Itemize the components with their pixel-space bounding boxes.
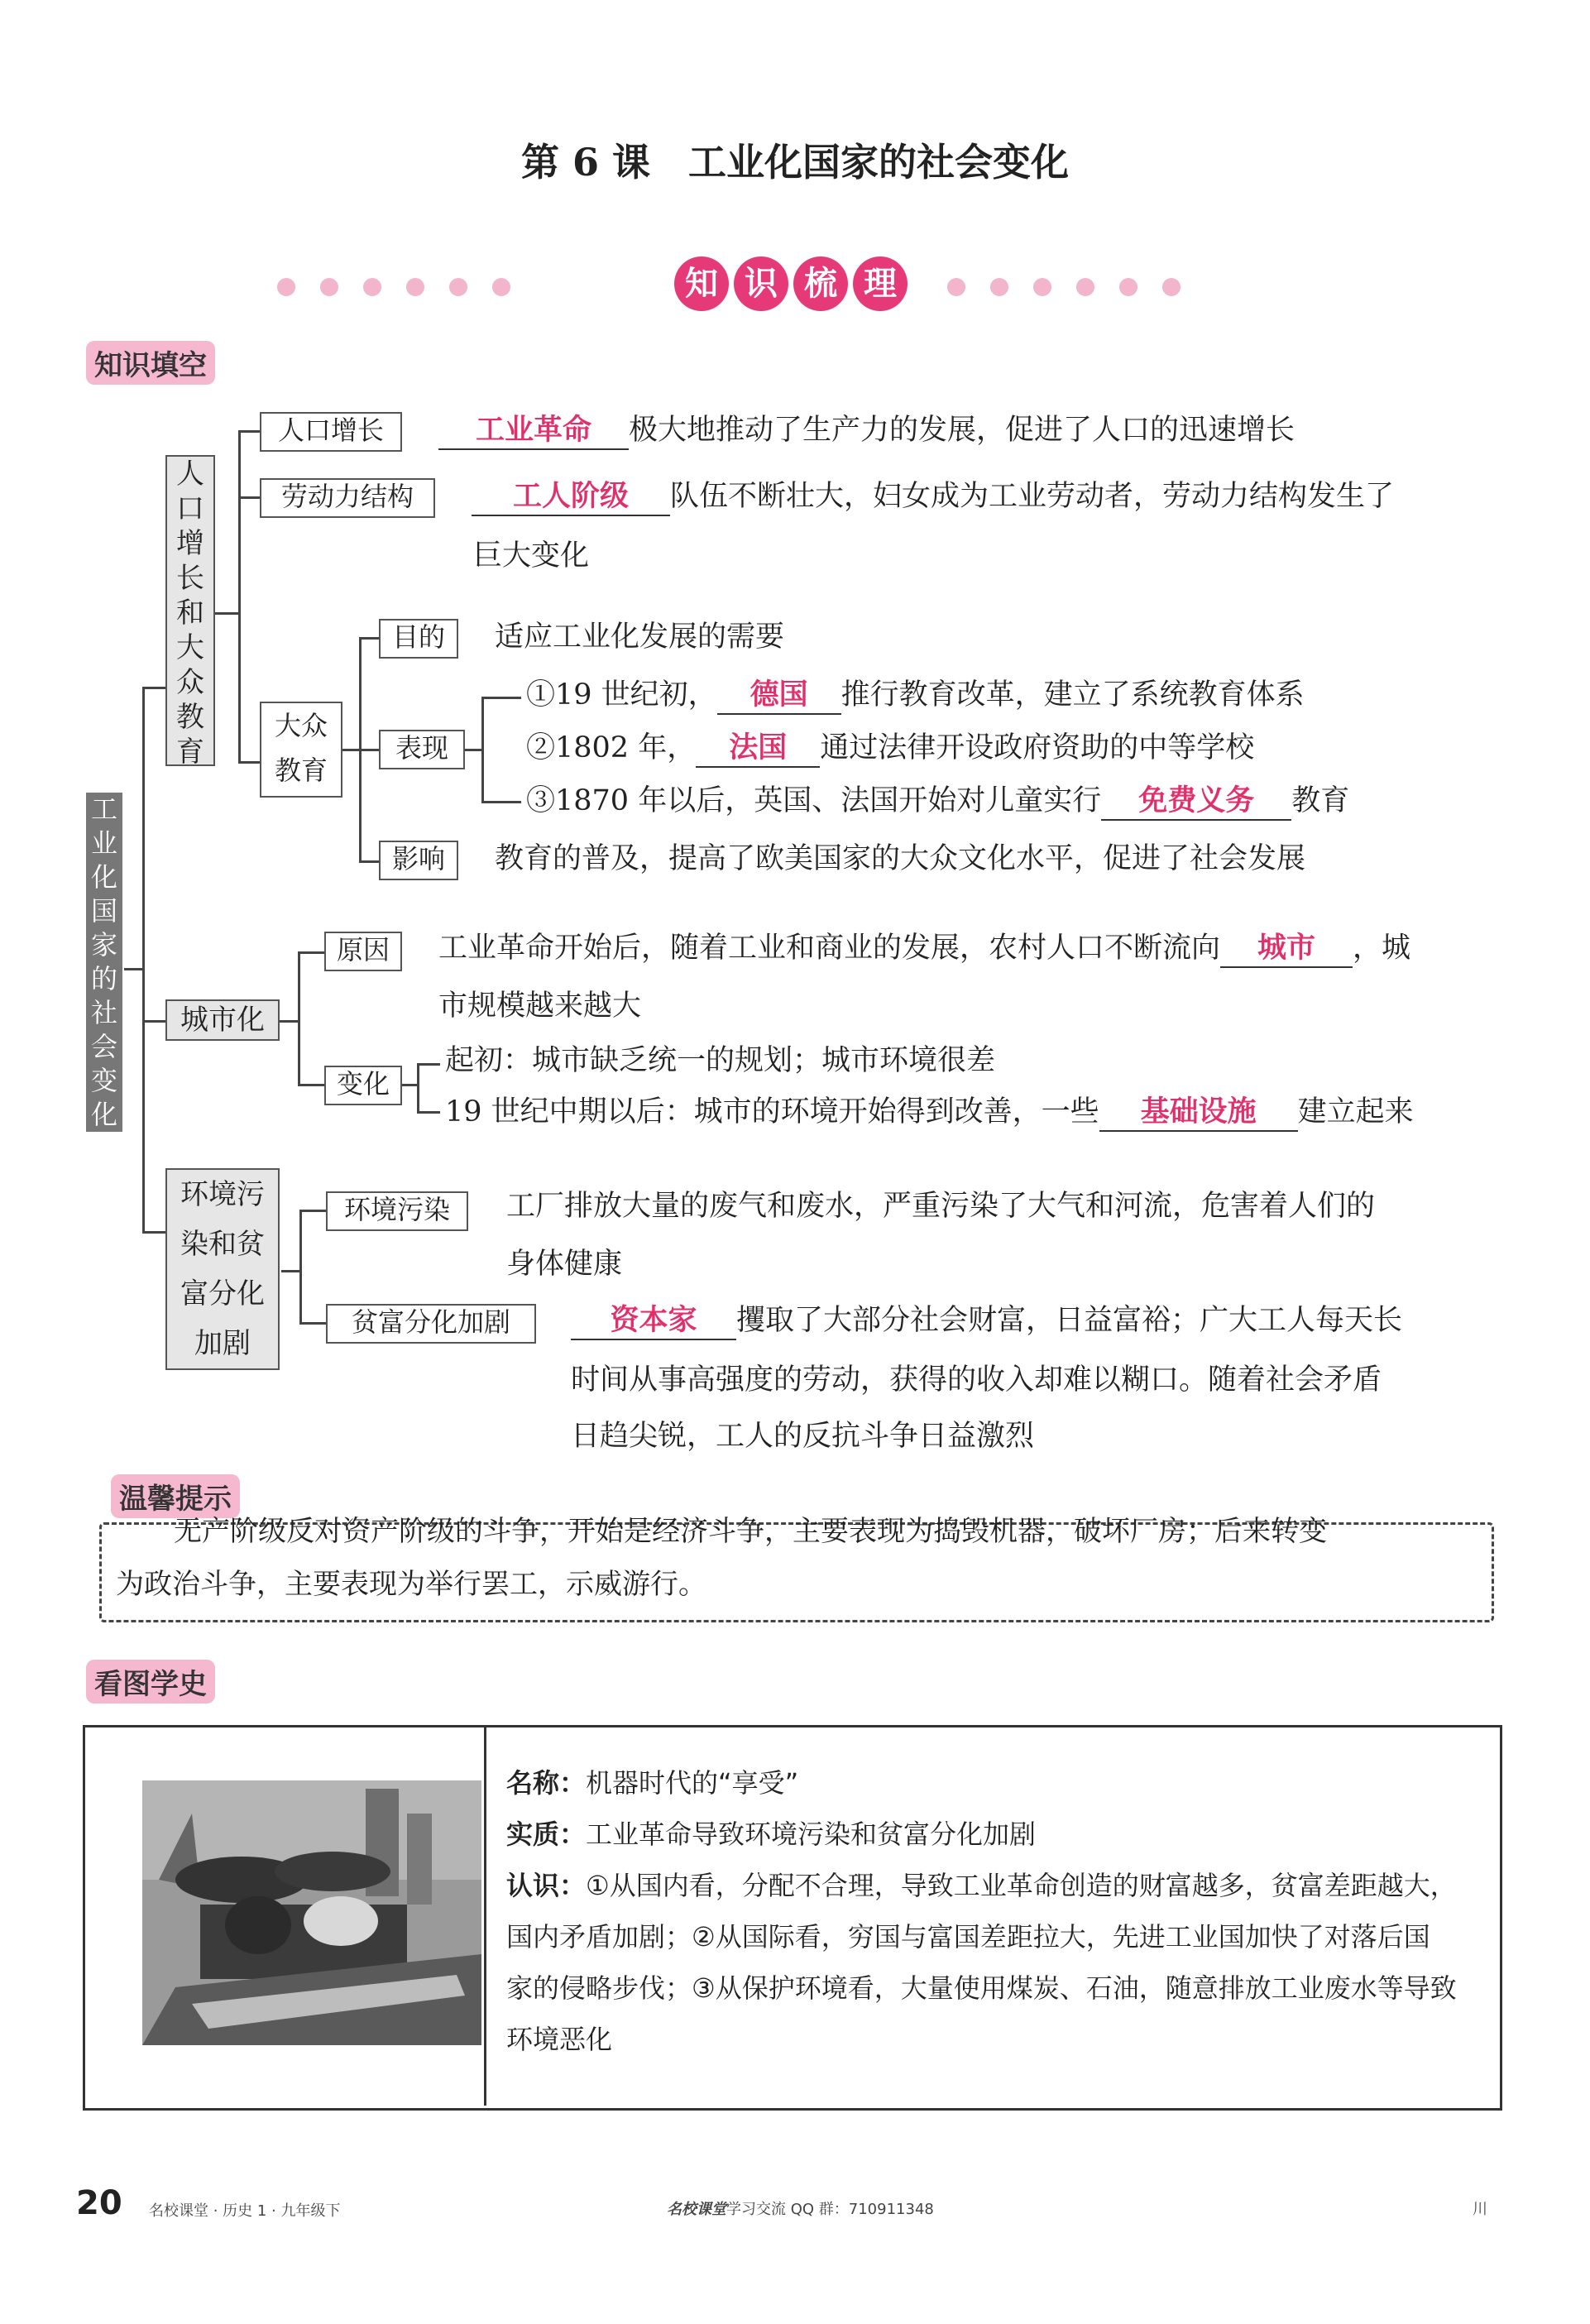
performance-item-1: ①19 世纪初， 德国 推行教育改革，建立了系统教育体系: [526, 673, 1305, 716]
picture-view-3: 家的侵略步伐；③从保护环境看，大量使用煤炭、石油，随意排放工业废水等导致: [506, 1972, 1457, 2004]
branch-pollution-wealth-gap: 环境污 染和贫 富分化 加剧: [165, 1168, 280, 1370]
answer-blank: 工业革命: [438, 412, 629, 450]
node-purpose: 目的: [379, 619, 458, 659]
pollution-line-1: 工厂排放大量的废气和废水，严重污染了大气和河流，危害着人们的: [506, 1190, 1376, 1223]
answer-blank: 免费义务: [1101, 783, 1291, 821]
panel-divider: [484, 1725, 486, 2106]
edition-mark: 川: [1473, 2201, 1487, 2218]
performance-item-2: ②1802 年， 法国 通过法律开设政府资助的中等学校: [526, 726, 1254, 769]
node-population-growth: 人口增长: [260, 412, 402, 452]
labor-line-2: 巨大变化: [473, 539, 590, 573]
banner-char: 梳: [793, 256, 848, 311]
banner-char: 识: [734, 256, 788, 311]
wealth-line-2: 时间从事高强度的劳动，获得的收入却难以糊口。随着社会矛盾: [571, 1363, 1382, 1397]
node-mass-education: 大众 教育: [260, 702, 342, 798]
brand-logo: 名校课堂: [667, 2201, 726, 2218]
section-tag-fill-in: 知识填空: [86, 341, 215, 385]
lesson-title: 第 6 课 工业化国家的社会变化: [520, 140, 1070, 184]
wealth-line-3: 日趋尖锐，工人的反抗斗争日益激烈: [571, 1420, 1035, 1453]
labor-line-1: 工人阶级 队伍不断壮大，妇女成为工业劳动者，劳动力结构发生了: [472, 475, 1394, 518]
node-pollution: 环境污染: [326, 1191, 468, 1231]
branch-population-education: 人 口 增 长 和 大 众 教 育: [165, 455, 215, 766]
picture-essence: 实质：工业革命导致环境污染和贫富分化加剧: [506, 1818, 1037, 1850]
banner-dots-left: [265, 278, 523, 303]
node-reason: 原因: [324, 932, 402, 971]
node-change: 变化: [324, 1066, 402, 1105]
section-banner: [674, 256, 912, 311]
historical-photo: [142, 1780, 481, 2045]
answer-blank: 城市: [1220, 930, 1353, 968]
answer-blank: 基础设施: [1099, 1094, 1298, 1132]
picture-view-1: 认识：①从国内看，分配不合理，导致工业革命创造的财富越多，贫富差距越大，: [506, 1870, 1457, 1901]
qq-group: 名校课堂学习交流 QQ 群：710911348: [667, 2201, 934, 2218]
change-line-2: 19 世纪中期以后：城市的环境开始得到改善，一些 基础设施 建立起来: [445, 1090, 1414, 1133]
banner-char: 理: [853, 256, 908, 311]
reason-line-2: 市规模越来越大: [438, 989, 642, 1023]
tip-line-1: 无产阶级反对资产阶级的斗争，开始是经济斗争，主要表现为捣毁机器，破坏厂房；后来转变: [174, 1515, 1327, 1548]
wealth-line-1: 资本家 攫取了大部分社会财富，日益富裕；广大工人每天长: [571, 1299, 1402, 1342]
performance-item-3: ③1870 年以后，英国、法国开始对儿童实行 免费义务 教育: [526, 779, 1349, 822]
impact-text: 教育的普及，提高了欧美国家的大众文化水平，促进了社会发展: [495, 842, 1306, 875]
banner-dots-right: [935, 278, 1193, 303]
change-line-1: 起初：城市缺乏统一的规划；城市环境很差: [445, 1044, 996, 1077]
root-label: 工 业 化 国 家 的 社 会 变 化: [86, 793, 122, 1132]
answer-blank: 法国: [696, 730, 820, 768]
section-tag-tip: 温馨提示: [111, 1474, 240, 1518]
node-impact: 影响: [379, 841, 458, 880]
picture-view-4: 环境恶化: [506, 2024, 613, 2055]
answer-blank: 德国: [717, 677, 841, 715]
node-labor-structure: 劳动力结构: [260, 478, 435, 518]
section-tag-picture: 看图学史: [86, 1660, 215, 1703]
answer-blank: 工人阶级: [472, 478, 670, 516]
book-info: 名校课堂 · 历史 1 · 九年级下: [149, 2202, 341, 2220]
node-performance: 表现: [379, 730, 465, 769]
page-number: 20: [76, 2184, 122, 2222]
reason-line-1: 工业革命开始后，随着工业和商业的发展，农村人口不断流向 城市 ，城: [438, 927, 1410, 970]
branch-urbanization: 城市化: [165, 999, 280, 1041]
banner-char: 知: [674, 256, 729, 311]
population-line: 工业革命 极大地推动了生产力的发展，促进了人口的迅速增长: [438, 409, 1295, 452]
pollution-line-2: 身体健康: [506, 1248, 623, 1281]
picture-name: 名称：机器时代的“享受”: [506, 1767, 799, 1799]
purpose-text: 适应工业化发展的需要: [495, 621, 785, 654]
node-wealth-gap: 贫富分化加剧: [326, 1304, 536, 1344]
tip-line-2: 为政治斗争，主要表现为举行罢工，示威游行。: [116, 1568, 706, 1601]
picture-view-2: 国内矛盾加剧；②从国际看，穷国与富国差距拉大，先进工业国加快了对落后国: [506, 1921, 1430, 1953]
answer-blank: 资本家: [571, 1302, 736, 1340]
